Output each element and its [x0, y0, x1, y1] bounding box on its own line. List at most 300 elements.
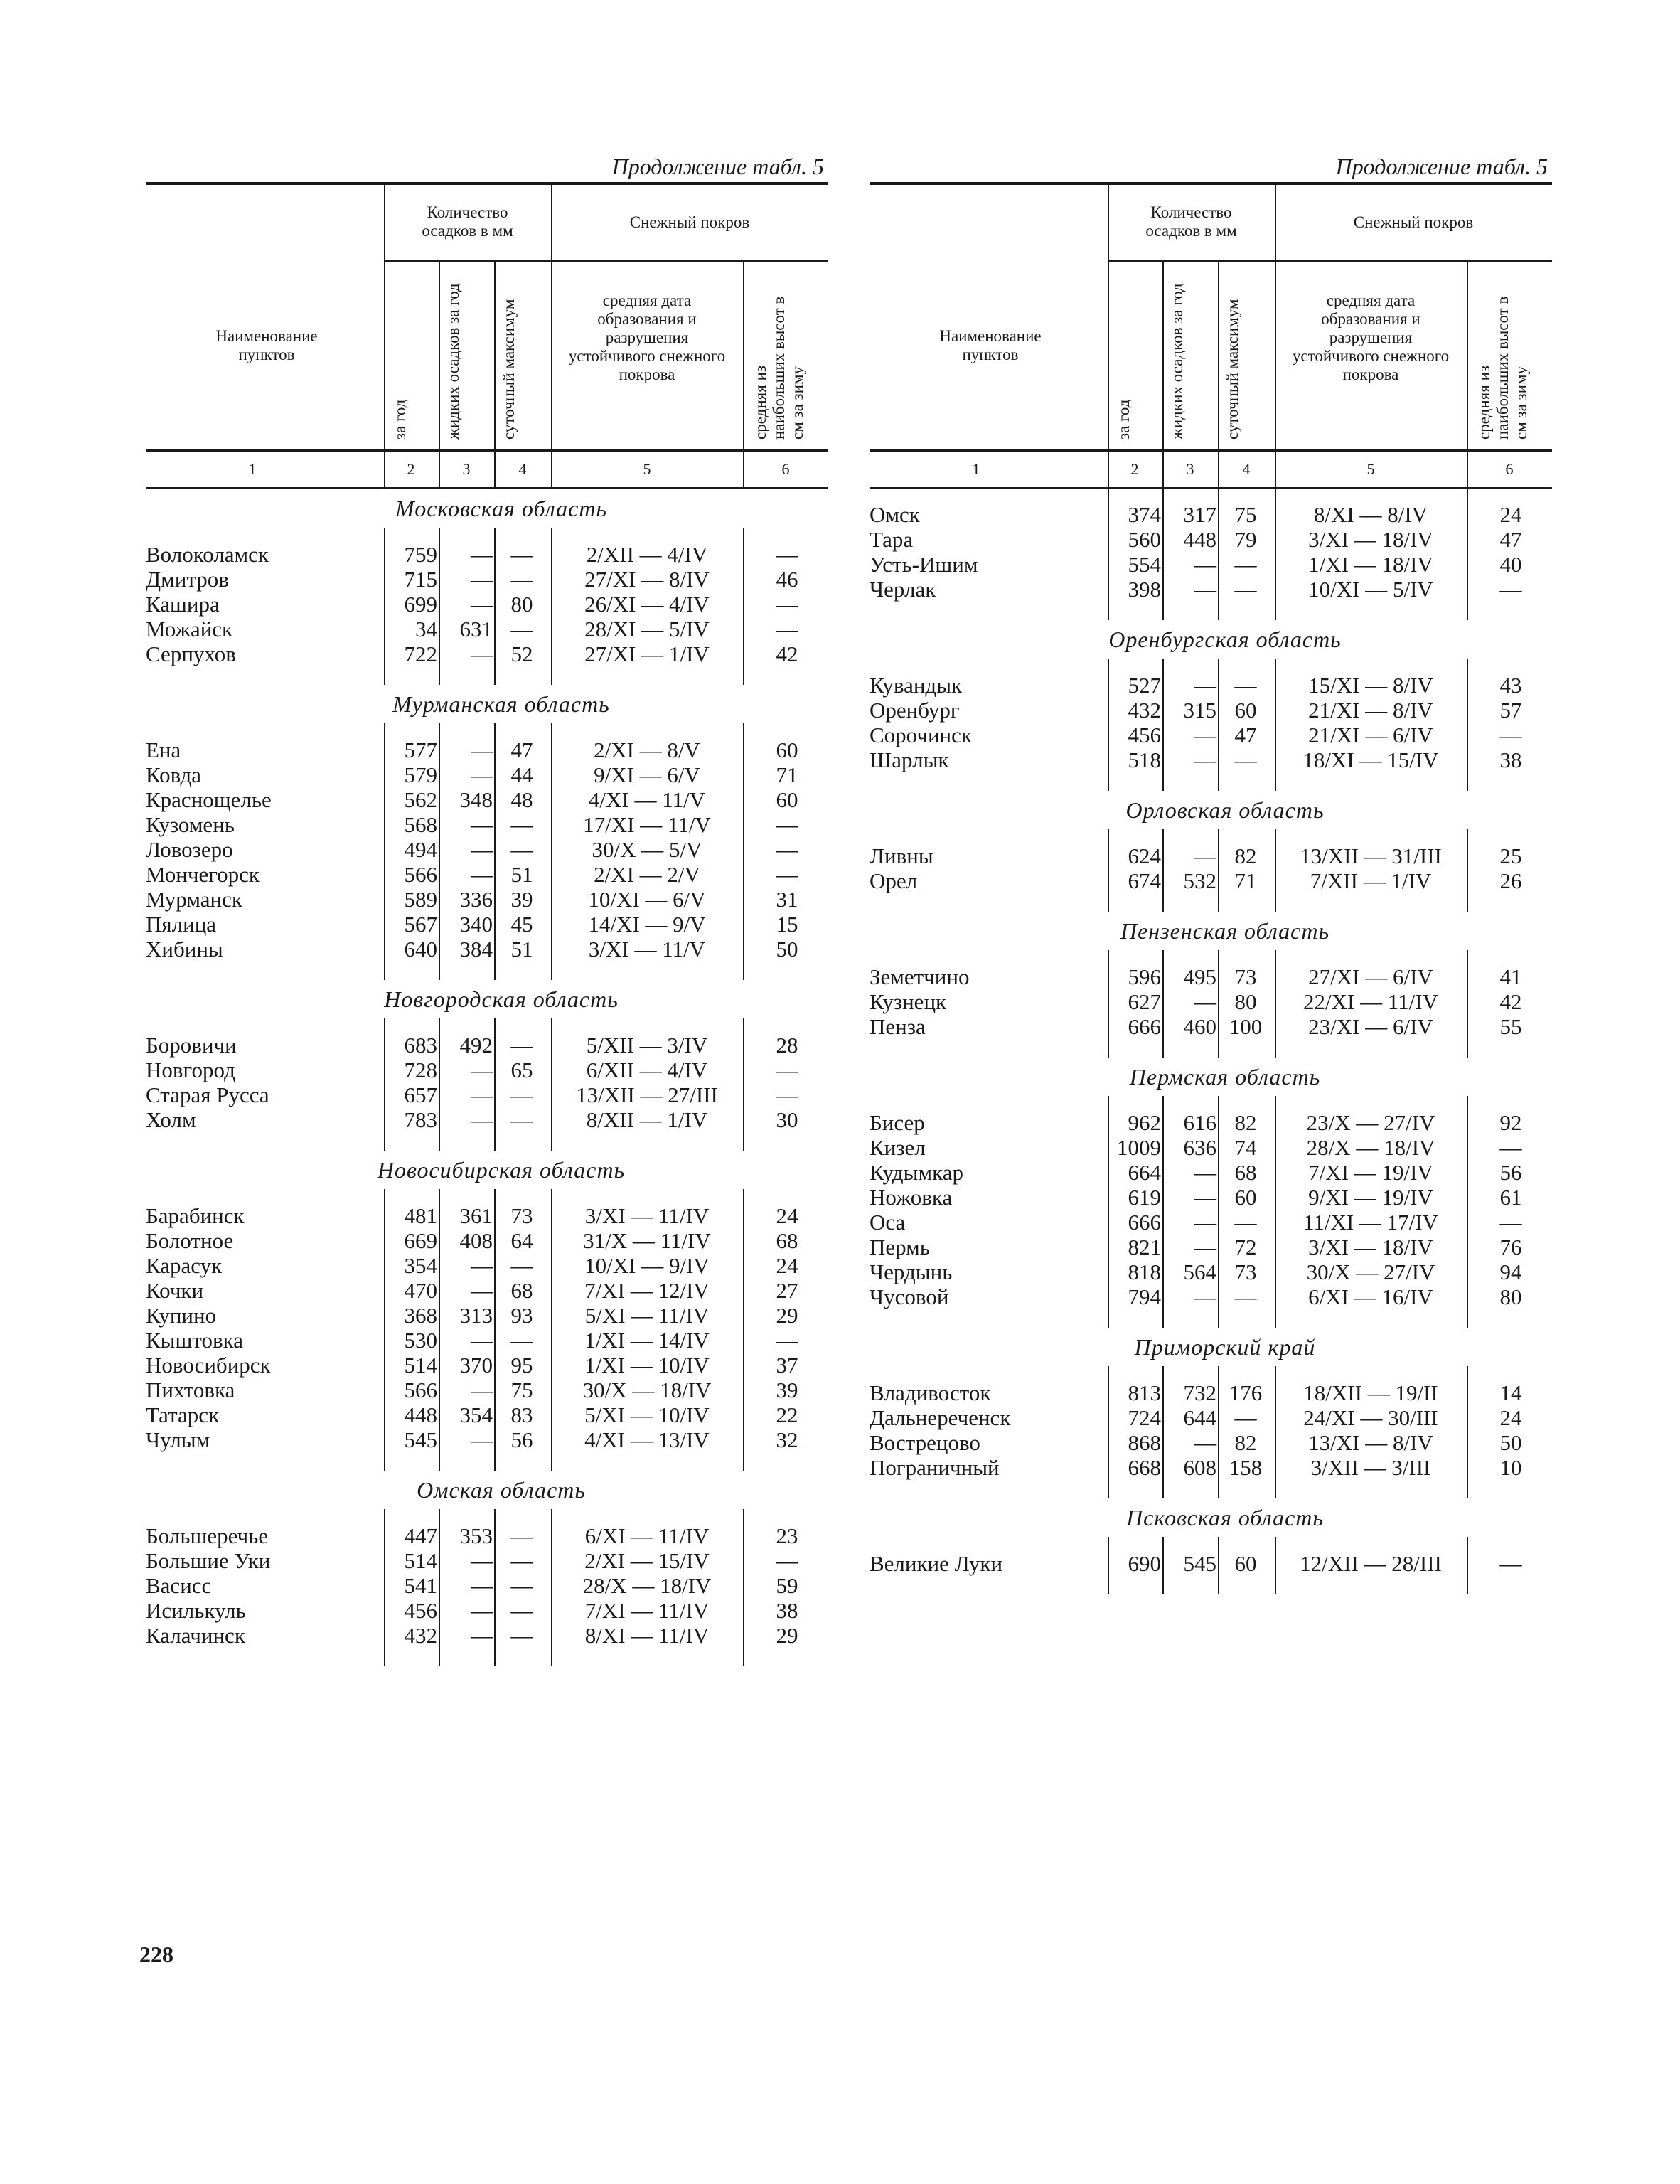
cell-value: 26/XI — 4/IV [584, 592, 710, 617]
cell-value: 545 [1183, 1551, 1216, 1576]
table-row [146, 1623, 828, 1648]
station-name: Старая Русса [146, 1082, 269, 1107]
station-name: Пенза [870, 1014, 926, 1039]
cell-value: 690 [1128, 1551, 1161, 1576]
cell-value: 456 [404, 1598, 437, 1623]
cell-value: — [1499, 723, 1522, 747]
cell-value: 17/XI — 11/V [583, 812, 711, 837]
cell-value: — [510, 1623, 533, 1648]
number-separator [384, 452, 385, 487]
left-table-column [146, 151, 828, 1666]
table-row [146, 1082, 828, 1107]
cell-value: 158 [1229, 1455, 1263, 1480]
cell-value: — [510, 1082, 533, 1107]
cell-value: 6/XI — 11/IV [584, 1523, 710, 1548]
cell-value: 644 [1183, 1405, 1216, 1430]
cell-value: 728 [404, 1058, 437, 1082]
cell-value: — [1499, 1135, 1522, 1160]
cell-value: — [1194, 723, 1216, 747]
cell-value: 2/XI — 15/IV [584, 1548, 710, 1573]
cell-value: 40 [1499, 552, 1522, 577]
cell-value: 31 [776, 887, 798, 912]
station-name: Дальнереченск [870, 1405, 1011, 1430]
station-name: Пялица [146, 912, 217, 937]
station-name: Сорочинск [870, 723, 972, 747]
header-snow-group: Снежный покров [629, 213, 750, 231]
table-row [146, 1523, 828, 1548]
cell-value: 664 [1128, 1160, 1161, 1185]
cell-value: 962 [1128, 1110, 1161, 1135]
group-underline [1108, 260, 1275, 262]
cell-value: 68 [510, 1278, 533, 1303]
table-row [870, 1185, 1552, 1210]
region-section [870, 791, 1552, 912]
station-name: Кизел [870, 1135, 926, 1160]
table-row [870, 1014, 1552, 1039]
header-precip-group: Количество осадков в мм [422, 203, 513, 240]
table-row [146, 1278, 828, 1303]
table-row [870, 502, 1552, 527]
cell-value: 42 [776, 641, 798, 666]
cell-value: 566 [404, 1378, 437, 1402]
header-name: Наименование пунктов [215, 327, 318, 363]
station-name: Исилькуль [146, 1598, 246, 1623]
table-row [146, 1107, 828, 1132]
column-number: 2 [1130, 460, 1139, 478]
station-name: Омск [870, 502, 920, 527]
cell-value: 15 [776, 912, 798, 937]
cell-value: 8/XI — 8/IV [1313, 502, 1428, 527]
cell-value: 27 [776, 1278, 798, 1303]
station-name: Великие Луки [870, 1551, 1003, 1576]
station-name: Барабинск [146, 1203, 245, 1228]
cell-value: 821 [1128, 1235, 1161, 1259]
cell-value: — [776, 837, 798, 862]
table-row [870, 1455, 1552, 1480]
cell-value: — [1499, 577, 1522, 602]
cell-value: — [1234, 1210, 1257, 1235]
cell-value: 18/XI — 15/IV [1302, 747, 1439, 772]
cell-value: 76 [1499, 1235, 1522, 1259]
number-separator [1218, 452, 1219, 487]
cell-value: 80 [510, 592, 533, 617]
column-number: 2 [407, 460, 415, 478]
cell-value: 3/XI — 18/IV [1308, 527, 1433, 552]
cell-value: — [510, 1033, 533, 1058]
cell-value: — [510, 567, 533, 592]
header-col-height: средняя из наибольших высот в см за зиму [1475, 296, 1530, 440]
cell-value: 23/XI — 6/IV [1308, 1014, 1433, 1039]
cell-value: 21/XI — 8/IV [1308, 698, 1433, 723]
cell-value: 666 [1128, 1210, 1161, 1235]
cell-value: 608 [1183, 1455, 1216, 1480]
number-separator [1275, 452, 1276, 487]
station-name: Тара [870, 527, 914, 552]
cell-value: 39 [776, 1378, 798, 1402]
table-row [146, 812, 828, 837]
cell-value: 567 [404, 912, 437, 937]
header-separator [743, 262, 744, 449]
cell-value: — [1194, 1185, 1216, 1210]
cell-value: 794 [1128, 1284, 1161, 1309]
cell-value: 1/XI — 18/IV [1308, 552, 1433, 577]
cell-value: — [1194, 1284, 1216, 1309]
station-name: Пограничный [870, 1455, 1000, 1480]
cell-value: 14/XI — 9/V [588, 912, 706, 937]
station-name: Дмитров [146, 567, 229, 592]
cell-value: — [1194, 1210, 1216, 1235]
cell-value: 564 [1183, 1259, 1216, 1284]
column-number: 1 [972, 460, 980, 478]
region-section [146, 685, 828, 980]
table-row [870, 1110, 1552, 1135]
cell-value: 627 [1128, 989, 1161, 1014]
cell-value: 640 [404, 937, 437, 962]
region-title: Омская область [417, 1477, 586, 1503]
table-row [146, 1228, 828, 1253]
table-row [146, 862, 828, 887]
cell-value: — [1194, 1235, 1216, 1259]
cell-value: — [510, 542, 533, 567]
cell-value: 10/XI — 5/IV [1308, 577, 1433, 602]
table-row [870, 1160, 1552, 1185]
cell-value: 6/XI — 16/IV [1308, 1284, 1433, 1309]
cell-value: 492 [459, 1033, 493, 1058]
table-row [146, 912, 828, 937]
cell-value: 72 [1234, 1235, 1257, 1259]
cell-value: 631 [459, 617, 493, 641]
cell-value: 94 [1499, 1259, 1522, 1284]
cell-value: 1009 [1117, 1135, 1161, 1160]
cell-value: 45 [510, 912, 533, 937]
continuation-title: Продолжение табл. 5 [146, 151, 828, 185]
cell-value: 75 [1234, 502, 1257, 527]
table-row [870, 1551, 1552, 1576]
cell-value: 73 [510, 1203, 533, 1228]
cell-value: 47 [510, 737, 533, 762]
cell-value: — [471, 1082, 493, 1107]
cell-value: 29 [776, 1623, 798, 1648]
region-title: Псковская область [1126, 1505, 1324, 1530]
table-body [870, 489, 1552, 1594]
cell-value: 5/XI — 10/IV [584, 1402, 710, 1427]
cell-value: 868 [1128, 1430, 1161, 1455]
cell-value: — [471, 641, 493, 666]
cell-value: 354 [404, 1253, 437, 1278]
station-name: Карасук [146, 1253, 223, 1278]
table-row [146, 1303, 828, 1328]
cell-value: — [510, 1573, 533, 1598]
station-name: Пермь [870, 1235, 930, 1259]
region-section [870, 1328, 1552, 1498]
cell-value: 494 [404, 837, 437, 862]
cell-value: 100 [1229, 1014, 1263, 1039]
cell-value: 4/XI — 13/IV [584, 1427, 710, 1452]
cell-value: 818 [1128, 1259, 1161, 1284]
cell-value: 13/XII — 31/III [1300, 843, 1442, 868]
cell-value: 59 [776, 1573, 798, 1598]
cell-value: 370 [459, 1353, 493, 1378]
header-col-liquid: жидких осадков за год [1168, 283, 1186, 440]
cell-value: 60 [1234, 1551, 1257, 1576]
station-name: Большеречье [146, 1523, 269, 1548]
cell-value: 50 [1499, 1430, 1522, 1455]
header-col-year: за год [391, 399, 409, 440]
cell-value: 368 [404, 1303, 437, 1328]
cell-value: 75 [510, 1378, 533, 1402]
right-table-column [870, 151, 1552, 1594]
table-row [146, 762, 828, 787]
region-section [146, 1471, 828, 1666]
cell-value: 566 [404, 862, 437, 887]
cell-value: 56 [510, 1427, 533, 1452]
cell-value: — [471, 1253, 493, 1278]
station-name: Пихтовка [146, 1378, 235, 1402]
cell-value: 14 [1499, 1380, 1522, 1405]
header-separator [494, 262, 496, 449]
number-separator [1467, 452, 1468, 487]
table-row [870, 1235, 1552, 1259]
table-body [146, 489, 828, 1666]
cell-value: 596 [1128, 964, 1161, 989]
column-number: 4 [1242, 460, 1251, 478]
station-name: Оренбург [870, 698, 960, 723]
cell-value: 9/XI — 6/V [594, 762, 700, 787]
cell-value: 7/XI — 19/IV [1308, 1160, 1433, 1185]
table-row [146, 1548, 828, 1573]
cell-value: 80 [1499, 1284, 1522, 1309]
station-name: Васисс [146, 1573, 212, 1598]
column-number: 3 [462, 460, 471, 478]
table-row [870, 723, 1552, 747]
cell-value: 68 [776, 1228, 798, 1253]
station-name: Вострецово [870, 1430, 980, 1455]
station-name: Кыштовка [146, 1328, 244, 1353]
table-row [870, 577, 1552, 602]
cell-value: — [1499, 1210, 1522, 1235]
cell-value: 50 [776, 937, 798, 962]
table-row [146, 1328, 828, 1353]
header-name: Наименование пунктов [939, 327, 1042, 363]
cell-value: 732 [1183, 1380, 1216, 1405]
station-name: Шарлык [870, 747, 949, 772]
table-row [146, 1253, 828, 1278]
group-underline [1275, 260, 1552, 262]
table-header [870, 185, 1552, 452]
cell-value: 348 [459, 787, 493, 812]
cell-value: 61 [1499, 1185, 1522, 1210]
cell-value: — [1194, 552, 1216, 577]
cell-value: 2/XII — 4/IV [586, 542, 708, 567]
cell-value: 1/XI — 14/IV [584, 1328, 710, 1353]
table-row [870, 964, 1552, 989]
cell-value: — [471, 1107, 493, 1132]
region-title: Новгородская область [384, 986, 619, 1012]
cell-value: 715 [404, 567, 437, 592]
cell-value: 783 [404, 1107, 437, 1132]
cell-value: — [471, 1278, 493, 1303]
column-numbers [870, 452, 1552, 489]
cell-value: 589 [404, 887, 437, 912]
region-title: Приморский край [1134, 1334, 1316, 1360]
region-rows [870, 1096, 1552, 1328]
region-rows [870, 950, 1552, 1058]
table-row [870, 1210, 1552, 1235]
cell-value: 24 [776, 1203, 798, 1228]
column-number: 5 [643, 460, 651, 478]
station-name: Оса [870, 1210, 906, 1235]
cell-value: 71 [1234, 868, 1257, 893]
table-row [146, 542, 828, 567]
table-row [870, 1259, 1552, 1284]
cell-value: 65 [510, 1058, 533, 1082]
table-row [146, 592, 828, 617]
table-row [146, 617, 828, 641]
cell-value: — [471, 837, 493, 862]
table-row [146, 1378, 828, 1402]
cell-value: — [1194, 1160, 1216, 1185]
cell-value: 51 [510, 862, 533, 887]
cell-value: 460 [1183, 1014, 1216, 1039]
table-header [146, 185, 828, 452]
cell-value: 5/XI — 11/IV [584, 1303, 710, 1328]
cell-value: 759 [404, 542, 437, 567]
cell-value: 562 [404, 787, 437, 812]
cell-value: 374 [1128, 502, 1161, 527]
cell-value: 51 [510, 937, 533, 962]
cell-value: 3/XII — 3/III [1310, 1455, 1431, 1480]
region-section [146, 980, 828, 1151]
station-name: Ливны [870, 843, 933, 868]
cell-value: 15/XI — 8/IV [1308, 673, 1433, 698]
column-number: 5 [1366, 460, 1375, 478]
cell-value: 24 [1499, 502, 1522, 527]
station-name: Земетчино [870, 964, 970, 989]
cell-value: — [471, 737, 493, 762]
cell-value: 10 [1499, 1455, 1522, 1480]
header-snow-group: Снежный покров [1353, 213, 1474, 231]
cell-value: 2/XI — 2/V [594, 862, 700, 887]
station-name: Кочки [146, 1278, 204, 1303]
cell-value: — [776, 617, 798, 641]
cell-value: — [471, 1058, 493, 1082]
cell-value: 336 [459, 887, 493, 912]
cell-value: 3/XI — 11/V [588, 937, 706, 962]
station-name: Чулым [146, 1427, 210, 1452]
cell-value: 398 [1128, 577, 1161, 602]
cell-value: 481 [404, 1203, 437, 1228]
cell-value: 470 [404, 1278, 437, 1303]
cell-value: 683 [404, 1033, 437, 1058]
cell-value: 8/XI — 11/IV [584, 1623, 710, 1648]
cell-value: 7/XI — 12/IV [584, 1278, 710, 1303]
cell-value: 37 [776, 1353, 798, 1378]
cell-value: — [510, 837, 533, 862]
table-row [870, 552, 1552, 577]
station-name: Калачинск [146, 1623, 245, 1648]
table-row [146, 1427, 828, 1452]
cell-value: — [1194, 1430, 1216, 1455]
cell-value: 448 [1183, 527, 1216, 552]
cell-value: 456 [1128, 723, 1161, 747]
cell-value: 95 [510, 1353, 533, 1378]
station-name: Ковда [146, 762, 202, 787]
station-name: Серпухов [146, 641, 236, 666]
region-title: Орловская область [1125, 797, 1325, 823]
cell-value: 80 [1234, 989, 1257, 1014]
header-col-daily: суточный максимум [500, 299, 518, 440]
region-section [146, 1151, 828, 1471]
station-name: Черлак [870, 577, 936, 602]
table-row [870, 1380, 1552, 1405]
header-dates: средняя дата образования и разрушения устойчивого снежного покрова [1292, 292, 1450, 383]
cell-value: 92 [1499, 1110, 1522, 1135]
station-name: Мурманск [146, 887, 242, 912]
table-row [146, 1573, 828, 1598]
cell-value: — [776, 1328, 798, 1353]
cell-value: 38 [776, 1598, 798, 1623]
cell-value: 44 [510, 762, 533, 787]
region-rows [870, 1366, 1552, 1498]
cell-value: 6/XII — 4/IV [586, 1058, 708, 1082]
cell-value: 28/XI — 5/IV [584, 617, 710, 641]
table-row [146, 737, 828, 762]
cell-value: 55 [1499, 1014, 1522, 1039]
cell-value: — [1194, 747, 1216, 772]
table-row [146, 837, 828, 862]
table-row [870, 673, 1552, 698]
region-rows [870, 1537, 1552, 1594]
cell-value: 79 [1234, 527, 1257, 552]
cell-value: 616 [1183, 1110, 1216, 1135]
header-col-height: средняя из наибольших высот в см за зиму [751, 296, 806, 440]
table-row [146, 1033, 828, 1058]
cell-value: 3/XI — 11/IV [584, 1203, 710, 1228]
number-separator [551, 452, 552, 487]
cell-value: 674 [1128, 868, 1161, 893]
cell-value: 26 [1499, 868, 1522, 893]
cell-value: — [471, 812, 493, 837]
column-number: 4 [518, 460, 527, 478]
cell-value: 10/XI — 9/IV [584, 1253, 710, 1278]
cell-value: 518 [1128, 747, 1161, 772]
cell-value: 34 [415, 617, 437, 641]
cell-value: 68 [1234, 1160, 1257, 1185]
cell-value: 668 [1128, 1455, 1161, 1480]
cell-value: 48 [510, 787, 533, 812]
cell-value: 1/XI — 10/IV [584, 1353, 710, 1378]
cell-value: 9/XI — 19/IV [1308, 1185, 1433, 1210]
cell-value: 57 [1499, 698, 1522, 723]
cell-value: 23/X — 27/IV [1306, 1110, 1435, 1135]
cell-value: 2/XI — 8/V [594, 737, 700, 762]
cell-value: — [776, 592, 798, 617]
station-name: Хибины [146, 937, 223, 962]
table-row [146, 1203, 828, 1228]
cell-value: — [471, 1427, 493, 1452]
number-separator [1108, 452, 1109, 487]
station-name: Чердынь [870, 1259, 953, 1284]
station-name: Большие Уки [146, 1548, 271, 1573]
cell-value: 514 [404, 1548, 437, 1573]
cell-value: 624 [1128, 843, 1161, 868]
cell-value: — [1234, 1405, 1257, 1430]
station-name: Волоколамск [146, 542, 269, 567]
station-name: Можайск [146, 617, 233, 641]
cell-value: — [776, 542, 798, 567]
cell-value: — [510, 812, 533, 837]
cell-value: 579 [404, 762, 437, 787]
